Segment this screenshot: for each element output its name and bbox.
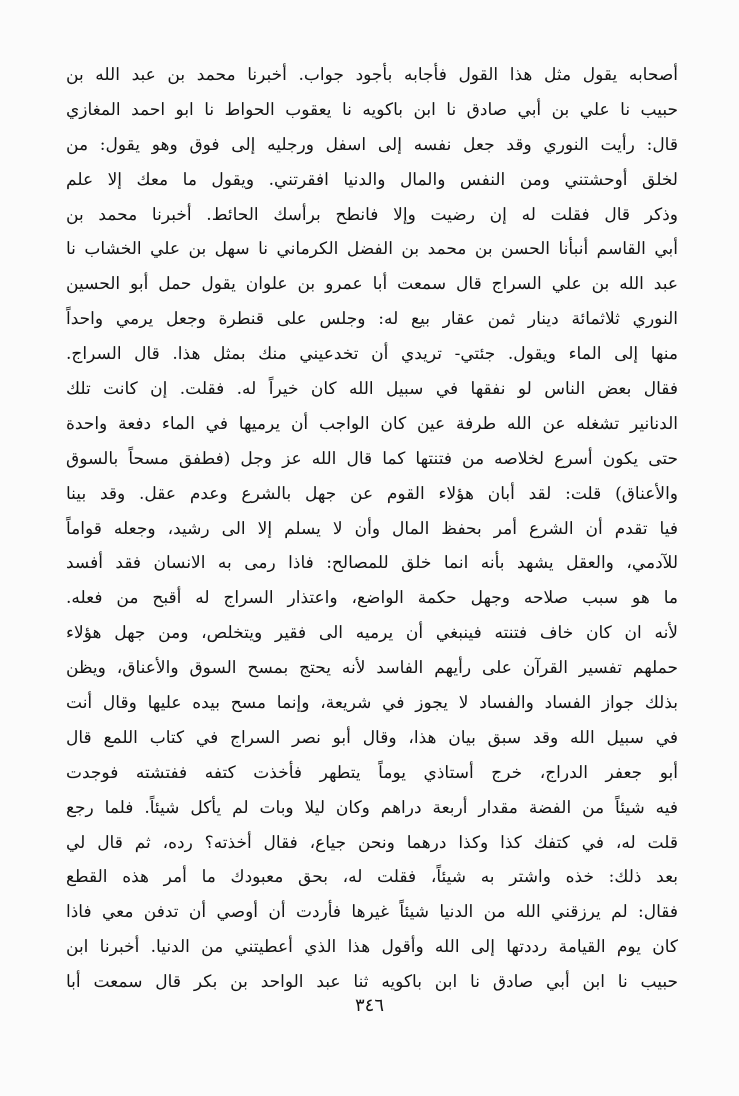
text-line: ما هو سبب صلاحه وجهل حكمة الواضع، واعتذار السراج له أقبح من فعله. xyxy=(66,588,678,609)
text-line: حتى يكون أسرع لخلاصه من فتنتها كما قال الله عز وجل (فطفق مسحاً بالسوق xyxy=(66,448,678,469)
text-line: بعد ذلك: خذه واشتر به شيئاً، فقلت له، بحق معبودك ما أمر هذه القطع xyxy=(66,867,678,888)
body-text xyxy=(66,58,678,1000)
text-line: فيا تقدم أن الشرع أمر بحفظ المال وأن لا يسلم إلا الى رشيد، وجعله قواماً xyxy=(66,518,678,539)
text-line: قال: رأيت النوري وقد جعل نفسه إلى اسفل ورجليه إلى فوق وهو يقول: من xyxy=(66,134,678,155)
text-line: أبو جعفر الدراج، خرج أستاذي يوماً يتطهر فأخذت كتفه ففتشته فوجدت xyxy=(66,762,678,783)
text-line: أبي القاسم أنبأنا الحسن بن محمد بن الفضل الكرماني نا سهل بن علي الخشاب نا xyxy=(66,239,678,260)
text-line: الدنانير تشغله عن الله طرفة عين كان الواجب أن يرميها في الماء دفعة واحدة xyxy=(66,413,678,434)
text-line: فقال بعض الناس لو نفقها في سبيل الله كان خيراً له. فقلت. إن كانت تلك xyxy=(66,379,678,400)
text-line: في سبيل الله وقد سبق بيان هذا، وقال أبو نصر السراج في كتاب اللمع قال xyxy=(66,727,678,748)
text-line: للآدمي، والعقل يشهد بأنه انما خلق للمصالح: فاذا رمى به الانسان فقد أفسد xyxy=(66,553,678,574)
text-line: حملهم تفسير القرآن على رأيهم الفاسد لأنه يحتج بمسح السوق والأعناق، ويظن xyxy=(66,658,678,679)
text-line: فقال: لم يرزقني الله من الدنيا شيئاً غيرها فأردت أن أوصي أن تدفن معي فاذا xyxy=(66,902,678,923)
text-line: حبيب نا ابن أبي صادق نا ابن باكويه ثنا عبد الواحد بن بكر قال سمعت أبا xyxy=(66,972,678,993)
text-line: منها إلى الماء ويقول. جئتي- تريدي أن تخدعيني منك بمثل هذا. قال السراج. xyxy=(66,344,678,365)
text-line: قلت له، في كتفك كذا وكذا درهما ونحن جياع، فقال أخذته؟ رده، ثم قال لي xyxy=(66,832,678,853)
text-line: فيه شيئاً من الفضة مقدار أربعة دراهم وكان ليلا وبات لم يأكل شيئاً. فلما رجع xyxy=(66,797,678,818)
text-line: أصحابه يقول مثل هذا القول فأجابه بأجود جواب. أخبرنا محمد بن عبد الله بن xyxy=(66,65,678,85)
page-number: ٣٤٦ xyxy=(354,995,384,1016)
text-line: كان يوم القيامة رددتها إلى الله وأقول هذا الذي أعطيتني من الدنيا. أخبرنا ابن xyxy=(66,937,678,958)
text-line: بذلك جواز الفساد والفساد لا يجوز في شريعة، وإنما مسح بيده عليها وقال أنت xyxy=(66,693,678,714)
text-line: لخلق أوحشتني ومن النفس والمال والدنيا افقرتني. ويقول ما معك إلا علم xyxy=(66,169,678,190)
text-line: حبيب نا علي بن أبي صادق نا ابن باكويه نا يعقوب الحواط نا ابو احمد المغازي xyxy=(66,99,678,120)
text-line: والأعناق) قلت: لقد أبان هؤلاء القوم عن جهل بالشرع وعدم عقل. وقد بينا xyxy=(66,483,678,504)
text-line: عبد الله بن علي السراج قال سمعت أبا عمرو بن علوان يقول حمل أبو الحسين xyxy=(66,274,678,295)
text-line: لأنه ان كان خاف فتنته فينبغي أن يرميه الى فقير ويتخلص، ومن جهل هؤلاء xyxy=(66,623,678,644)
text-line: وذكر قال فقلت له إن رضيت وإلا فانطح برأسك الحائط. أخبرنا محمد بن xyxy=(66,204,678,225)
text-line: النوري ثلاثمائة دينار ثمن عقار بيع له: وجلس على قنطرة وجعل يرمي واحداً xyxy=(66,309,678,330)
